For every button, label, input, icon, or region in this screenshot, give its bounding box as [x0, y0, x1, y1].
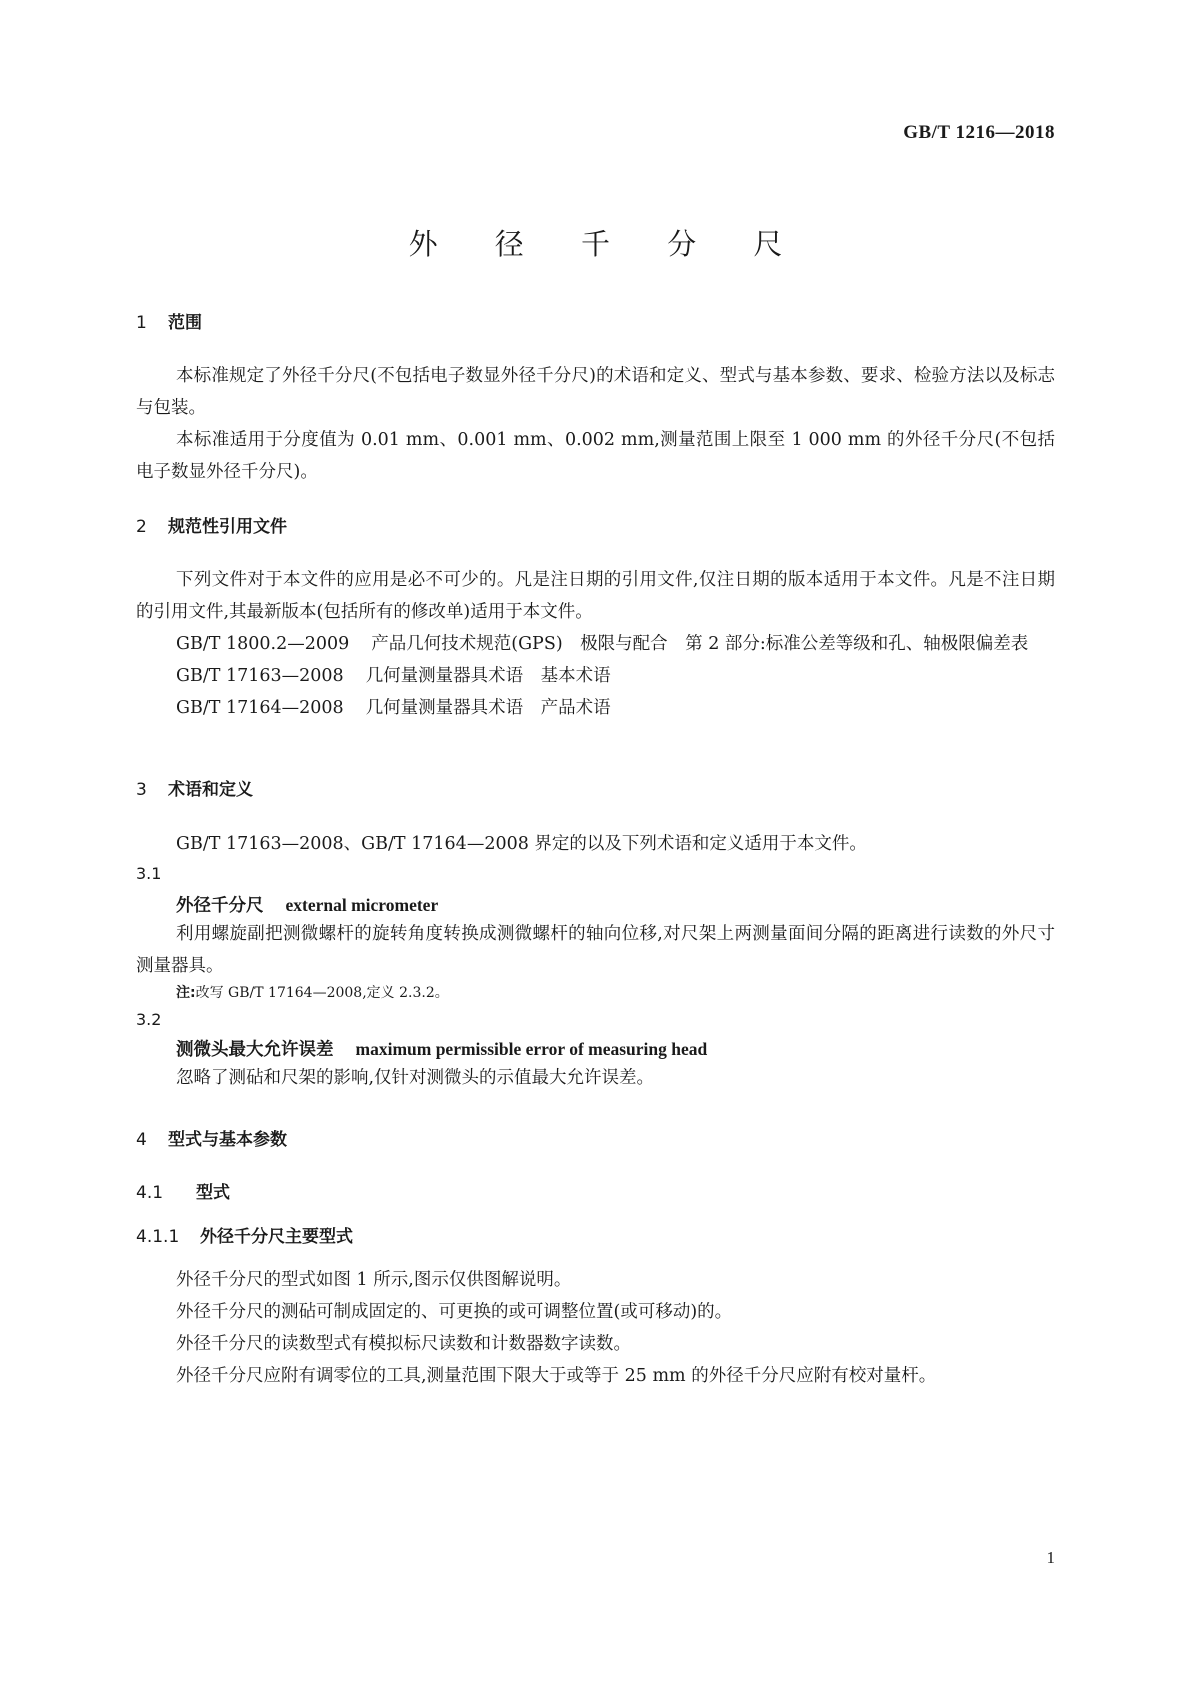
term-title: [176, 892, 438, 917]
definition-text: 忽略了测砧和尺架的影响,仅针对测微头的示值最大允许误差。: [176, 1068, 655, 1088]
section-4-body: [136, 1264, 1055, 1392]
section-4-heading: [136, 1125, 287, 1150]
term-cn: 测微头最大允许误差: [176, 1040, 334, 1060]
section-number: 3: [136, 780, 147, 800]
paragraph: 外径千分尺的读数型式有模拟标尺读数和计数器数字读数。: [176, 1334, 631, 1354]
section-2-body: [136, 564, 1055, 724]
term-en: maximum permissible error of measuring head: [355, 1039, 708, 1059]
paragraph: 外径千分尺应附有调零位的工具,测量范围下限大于或等于 25 mm 的外径千分尺应附有校对量杆。: [176, 1366, 937, 1386]
reference-item: [136, 660, 1055, 692]
paragraph: 下列文件对于本文件的应用是必不可少的。凡是注日期的引用文件,仅注日期的版本适用于本文件。凡是不注日期的引用文件,其最新版本(包括所有的修改单)适用于本文件。: [136, 570, 1055, 622]
section-number: 4: [136, 1130, 147, 1150]
section-1-heading: [136, 308, 202, 333]
section-title: 术语和定义: [168, 780, 253, 800]
term-number: 3.1: [136, 864, 162, 883]
section-number: 2: [136, 517, 147, 537]
paragraph: GB/T 17163—2008、GB/T 17164—2008 界定的以及下列术语和定义适用于本文件。: [176, 834, 867, 854]
reference-item: [136, 628, 1055, 660]
subsection-number: 4.1: [136, 1183, 164, 1203]
section-number: 1: [136, 313, 147, 333]
term-en: external micrometer: [285, 895, 439, 915]
section-1-body: [136, 360, 1055, 488]
term-definition: [136, 1062, 1055, 1094]
reference-code: GB/T 1800.2—2009: [176, 634, 350, 654]
reference-code: GB/T 17163—2008: [176, 666, 344, 686]
term-title: [176, 1036, 707, 1061]
term-number: 3.2: [136, 1010, 162, 1029]
term-definition: [136, 918, 1055, 982]
page-number: 1: [1046, 1548, 1055, 1567]
subsubsection-number: 4.1.1: [136, 1227, 180, 1247]
section-title: 范围: [168, 313, 202, 333]
term-note: [176, 982, 449, 1002]
reference-item: [136, 692, 1055, 724]
section-2-heading: [136, 512, 287, 537]
reference-name: 产品几何技术规范(GPS) 极限与配合 第 2 部分:标准公差等级和孔、轴极限偏差表: [371, 634, 1029, 654]
section-3-heading: [136, 775, 253, 800]
reference-code: GB/T 17164—2008: [176, 698, 344, 718]
section-title: 型式与基本参数: [168, 1130, 287, 1150]
term-cn: 外径千分尺: [176, 896, 264, 916]
paragraph: 本标准适用于分度值为 0.01 mm、0.001 mm、0.002 mm,测量范围上限至 1 000 mm 的外径千分尺(不包括电子数显外径千分尺)。: [136, 430, 1055, 482]
subsection-heading: [136, 1178, 230, 1203]
subsubsection-heading: [136, 1222, 353, 1247]
definition-text: 利用螺旋副把测微螺杆的旋转角度转换成测微螺杆的轴向位移,对尺架上两测量面间分隔的距离进行读数的外尺寸测量器具。: [136, 924, 1055, 976]
document-title: 外 径 千 分 尺: [408, 227, 807, 261]
paragraph: 外径千分尺的型式如图 1 所示,图示仅供图解说明。: [176, 1270, 572, 1290]
paragraph: 本标准规定了外径千分尺(不包括电子数显外径千分尺)的术语和定义、型式与基本参数、要求、检验方法以及标志与包装。: [136, 366, 1055, 418]
standard-code: GB/T 1216—2018: [903, 122, 1055, 143]
note-text: 改写 GB/T 17164—2008,定义 2.3.2。: [195, 985, 449, 1001]
subsubsection-title: 外径千分尺主要型式: [200, 1227, 353, 1247]
reference-name: 几何量测量器具术语 产品术语: [365, 698, 611, 718]
paragraph: 外径千分尺的测砧可制成固定的、可更换的或可调整位置(或可移动)的。: [176, 1302, 733, 1322]
note-label: 注:: [176, 985, 196, 1001]
section-3-intro: [136, 828, 1055, 860]
reference-name: 几何量测量器具术语 基本术语: [365, 666, 611, 686]
section-title: 规范性引用文件: [168, 517, 287, 537]
subsection-title: 型式: [196, 1183, 230, 1203]
